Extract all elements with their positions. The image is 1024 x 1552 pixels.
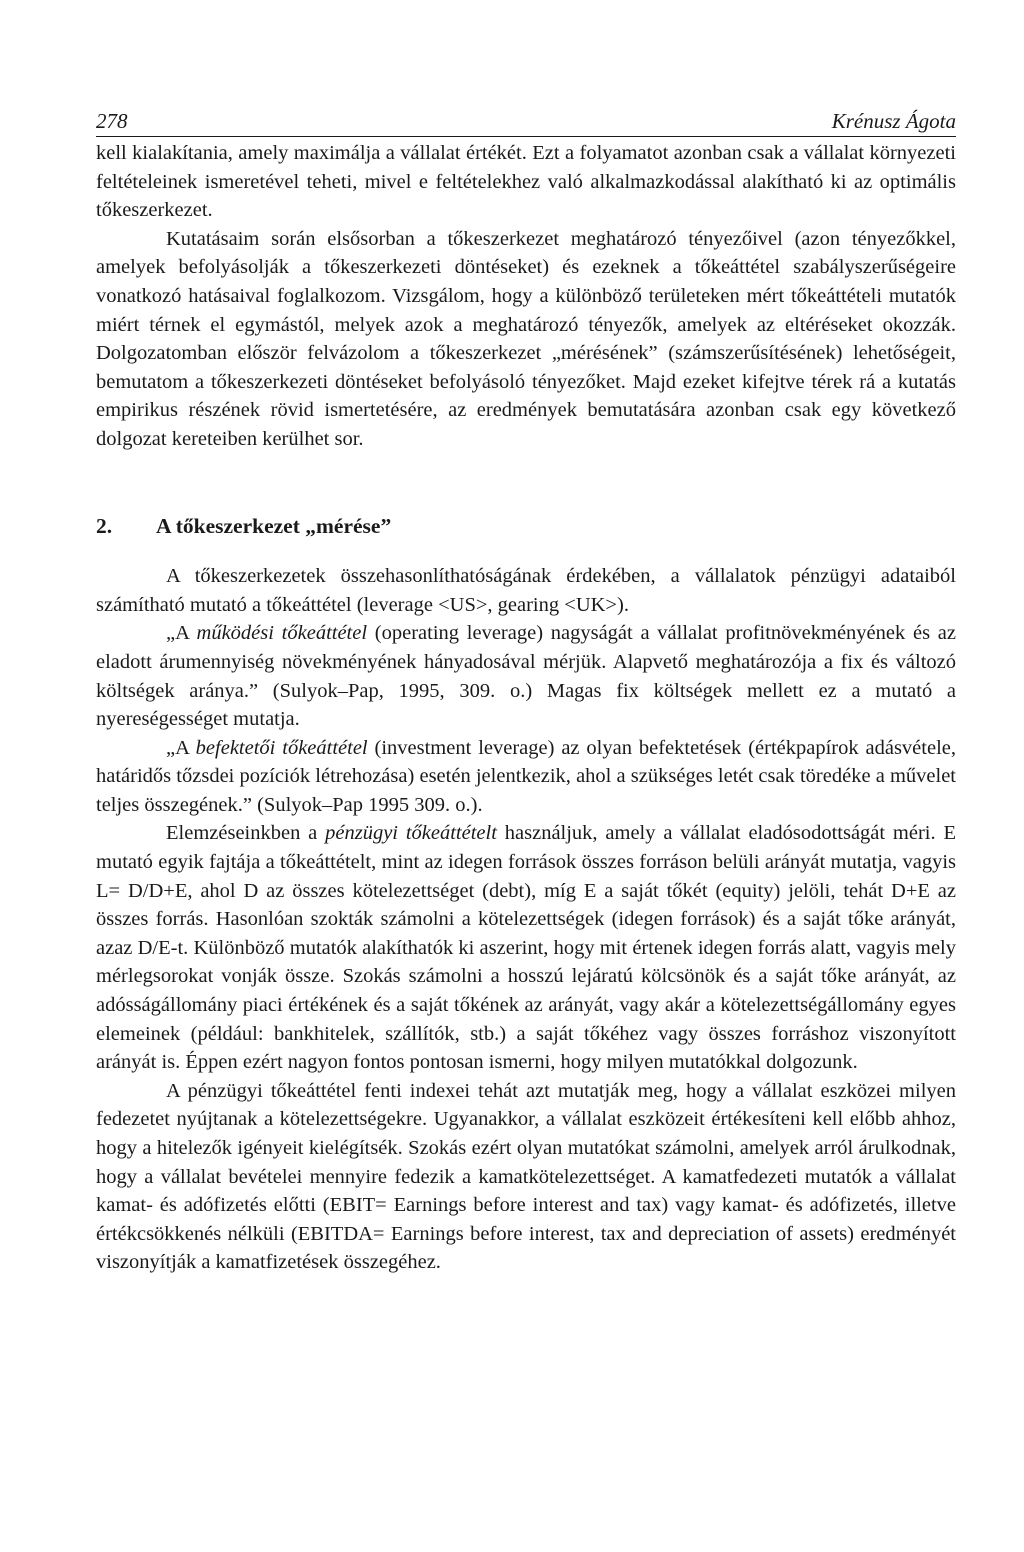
paragraph-leverage-definition: A tőkeszerkezetek összehasonlíthatóságának érdekében, a vállalatok pénzügyi adataiból számítható mutató a tőkeáttétel (leverage <US>, gearing <UK>).: [96, 565, 956, 616]
section-heading: [96, 512, 956, 541]
paragraph-financial-leverage: [96, 819, 956, 1076]
quote-open: „A: [166, 622, 197, 645]
term-financial-leverage: pénzügyi tőkeáttételt: [325, 822, 497, 845]
author-name: Krénusz Ágota: [831, 109, 956, 133]
paragraph-research-aims: Kutatásaim során elsősorban a tőkeszerkezet meghatározó tényezőivel (azon tényezőkkel, amelyek befolyásolják a tőkeszerkezeti döntéseket) és ezeknek a tőkeáttétel szabályszerűségeire vonatkozó hatásaival foglalkozom. Vizsgálom, hogy a különböző területeken mért tőkeáttételi mutatók miért térnek el egymástól, melyek azok a meghatározó tényezők, amelyek az eltéréseket okozzák. Dolgozatomban először felvázolom a tőkeszerkezet „mérésének” (számszerűsítésének) lehetőségeit, bemutatom a tőkeszerkezeti döntéseket befolyásoló tényezőket. Majd ezeket kifejtve térek rá a kutatás empirikus részének rövid ismertetésére, az eredmények bemutatására azonban csak egy következő dolgozat kereteiben kerülhet sor.: [96, 227, 956, 450]
section-number: 2.: [96, 513, 113, 538]
paragraph-text: használjuk, amely a vállalat eladósodottságát méri. E mutató egyik fajtája a tőkeáttételt, mint az idegen források összes forráson belüli arányát mutatja, vagyis L= D/D+E, ahol D az összes kötelezettséget (debt), míg E a saját tőkét (equity) jelöli, tehát D+E az összes forrás. Hasonlóan szokták számolni a kötelezettségek (idegen források) és a saját tőke arányát, azaz D/E-t. Különböző mutatók alakíthatók ki aszerint, hogy mit értenek idegen forrás alatt, vagyis mely mérlegsorokat vonják össze. Szokás számolni a hosszú lejáratú kölcsönök és a saját tőke arányát, az adósságállomány piaci értékének és a saját tőkének az arányát, vagy akár a kötelezettségállomány egyes elemeinek (például: bankhitelek, szállítók, stb.) a saját tőkéhez vagy összes forráshoz viszonyított arányát is. Éppen ezért nagyon fontos pontosan ismerni, hogy milyen mutatókkal dolgozunk.: [96, 822, 956, 1074]
paragraph-text: Elemzéseinkben a: [166, 822, 326, 845]
page-number: 278: [96, 109, 128, 133]
quote-open: „A: [166, 736, 196, 759]
paragraph-text: (investment leverage) az olyan befektetések (értékpapírok adásvétele, határidős tőzsdei pozíciók létrehozása) esetén jelentkezik, ahol a szükséges letét csak töredéke a művelet teljes összegének.” (Sulyok–Pap 1995 309. o.).: [96, 736, 956, 816]
term-operating-leverage: működési tőkeáttétel: [196, 622, 368, 645]
paragraph-interest-coverage: A pénzügyi tőkeáttétel fenti indexei tehát azt mutatják meg, hogy a vállalat eszközei milyen fedezetet nyújtanak a kötelezettségekre. Ugyanakkor, a vállalat eszközeit értékesíteni kell előbb ahhoz, hogy a hitelezők igényeit kielégítsék. Szokás ezért olyan mutatókat számolni, amelyek arról árulkodnak, hogy a vállalat bevételei mennyire fedezik a kamatkötelezettséget. A kamatfedezeti mutatók a vállalat kamat- és adófizetés előtti (EBIT= Earnings before interest and tax) vagy kamat- és adófizetés, illetve értékcsökkenés nélküli (EBITDA= Earnings before interest, tax and depreciation of assets) eredményét viszonyítják a kamatfizetések összegéhez.: [96, 1079, 956, 1274]
running-header: [96, 96, 956, 137]
section-title: A tőkeszerkezet „mérése”: [156, 513, 392, 538]
paragraph-continuation: kell kialakítania, amely maximálja a vállalat értékét. Ezt a folyamatot azonban csak a vállalat környezeti feltételeinek ismeretével teheti, mivel e feltételekhez való alkalmazkodással alakítható ki az optimális tőkeszerkezet.: [96, 142, 956, 222]
body-text: [96, 139, 956, 1277]
paragraph-text: (operating leverage) nagyságát a vállalat profitnövekményének és az eladott árumennyiség növekményének hányadosával mérjük. Alapvető meghatározója a fix és változó költségek aránya.” (Sulyok–Pap, 1995, 309. o.) Magas fix költségek mellett ez a mutató a nyereségességet mutatja.: [96, 622, 956, 731]
paragraph-operating-leverage: [96, 619, 956, 733]
page: [96, 96, 956, 1277]
term-investment-leverage: befektetői tőkeáttétel: [195, 736, 368, 759]
paragraph-investment-leverage: [96, 734, 956, 820]
